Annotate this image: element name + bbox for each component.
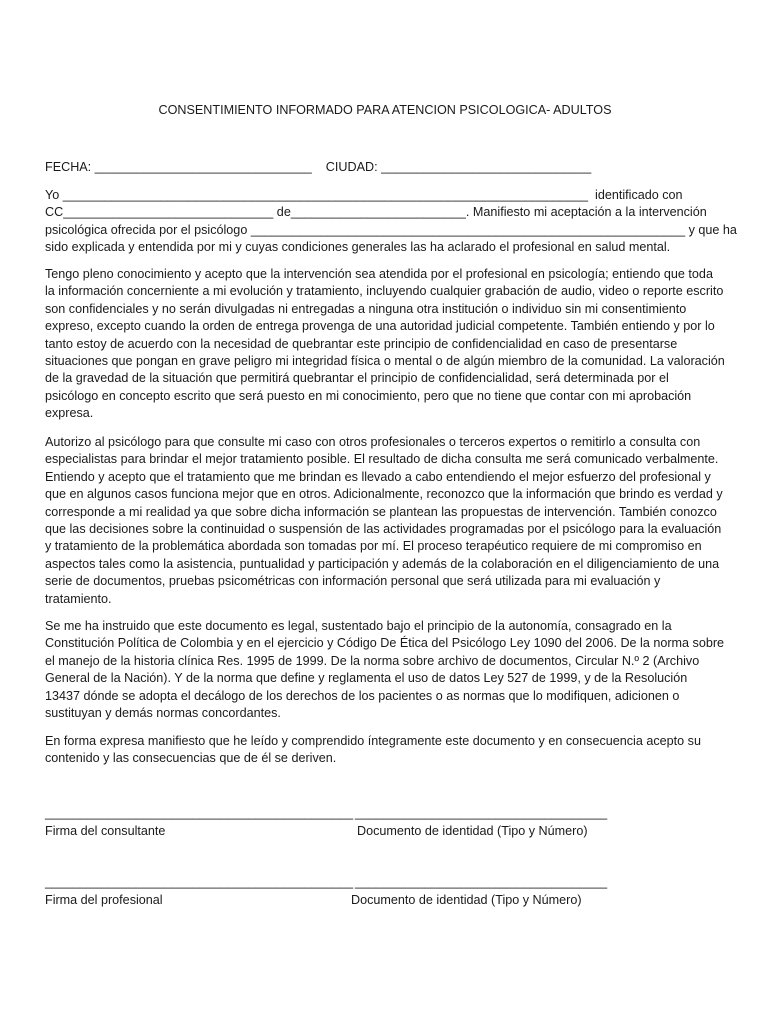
paragraph-manifiesto: En forma expresa manifiesto que he leído y comprendido íntegramente este documento y en consecuencia acepto su contenido y las consecuencias que de él se deriven.	[45, 734, 701, 766]
consultante-signature-label: Firma del consultante	[45, 824, 166, 838]
paragraph-legal: Se me ha instruido que este documento es legal, sustentado bajo el principio de la autonomía, consagrado en la Constitución Política de Colombia y en el ejercicio y Código De Ética del Psicólogo Ley 1090 del 2006. De la norma sobre el manejo de la historia clínica Res. 1995 de 1999. De la norma sobre archivo de documentos, Circular N.º 2 (Archivo General de la Nación). Y de la norma que define y reglamenta el uso de datos Ley 527 de 1999, y de la Resolución 13437 dónde se adopta el decálogo de los derechos de los pacientes o as normas que lo modifiquen, adicionen o sustituyan y demás normas concordantes.	[45, 619, 725, 721]
fecha-ciudad-line: FECHA: _______________________________ CIUDAD: ______________________________	[45, 160, 592, 174]
cc-line: CC______________________________ de_________________________. Manifiesto mi aceptación a la intervención	[45, 205, 707, 219]
yo-identificado-line: Yo ___________________________________________________________________________ identificado con	[45, 188, 683, 202]
paragraph-confidencialidad: Tengo pleno conocimiento y acepto que la intervención sea atendida por el profesional en psicología; entiendo que toda la información concerniente a mi evolución y tratamiento, incluyendo cualquier grabación de audio, video o reporte escrito son confidenciales y no serán divulgadas ni entregadas a ninguna otra institución o individuo sin mi consentimiento expreso, excepto cuando la orden de entrega provenga de una autoridad judicial competente. También entiendo y por lo tanto estoy de acuerdo con la necesidad de quebrantar este principio de confidencialidad en caso de presentarse situaciones que pongan en grave peligro mi integridad física o mental o de algún miembro de la comunidad. La valoración de la gravedad de la situación que permitirá quebrantar el principio de confidencialidad, será determinada por el psicólogo en concepto escrito que será puesto en mi conocimiento, pero que no tiene que contar con mi aprobación expresa.	[45, 267, 725, 421]
consultante-signature-line: ____________________________________________	[45, 806, 354, 820]
profesional-signature-line: ____________________________________________	[45, 875, 354, 889]
profesional-id-label: Documento de identidad (Tipo y Número)	[351, 893, 582, 907]
profesional-id-line: ____________________________________	[355, 875, 608, 889]
explicada-line: sido explicada y entendida por mi y cuyas condiciones generales las ha aclarado el profesional en salud mental.	[45, 240, 671, 254]
consultante-id-line: ____________________________________	[355, 806, 608, 820]
psicologo-line: psicológica ofrecida por el psicólogo ______________________________________________________________ y que ha	[45, 223, 737, 237]
consultante-id-label: Documento de identidad (Tipo y Número)	[357, 824, 588, 838]
profesional-signature-label: Firma del profesional	[45, 893, 163, 907]
paragraph-autorizacion: Autorizo al psicólogo para que consulte mi caso con otros profesionales o terceros expertos o remitirlo a consulta con especialistas para brindar el mejor tratamiento posible. El resultado de dicha consulta me será comunicado verbalmente. Entiendo y acepto que el tratamiento que me brindan es llevado a cabo entendiendo el mejor esfuerzo del profesional y que en algunos casos funciona mejor que en otros. Adicionalmente, reconozco que la información que brindo es verdad y corresponde a mi realidad ya que sobre dicha información se plantean las propuestas de intervención. También conozco que las decisiones sobre la continuidad o suspensión de las actividades programadas por el psicólogo para la evaluación y tratamiento de la problemática abordada son tomadas por mí. El proceso terapéutico requiere de mi compromiso en aspectos tales como la asistencia, puntualidad y participación y además de la colaboración en el diligenciamiento de una serie de documentos, pruebas psicométricas con información personal que será utilizada para mi evaluación y tratamiento.	[45, 435, 723, 606]
document-title: CONSENTIMIENTO INFORMADO PARA ATENCION PSICOLOGICA- ADULTOS	[158, 103, 612, 117]
